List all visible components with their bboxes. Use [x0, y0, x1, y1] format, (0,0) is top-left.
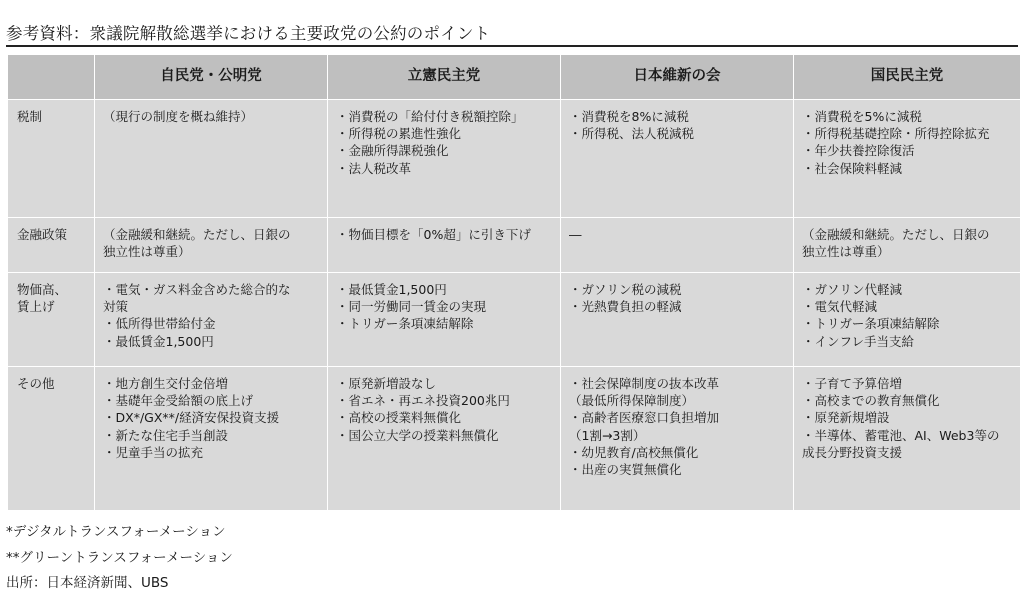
table-cell: [560, 366, 793, 510]
table-cell: [560, 272, 793, 366]
cell-line: ・幼児教育/高校無償化: [569, 444, 699, 460]
cell-line: ・基礎年金受給額の底上げ: [103, 393, 254, 409]
table-cell: [94, 366, 327, 510]
footnote-line: **グリーントランスフォーメーション: [6, 549, 233, 566]
cell-line: （金融緩和継続。ただし、日銀の: [802, 227, 990, 242]
cell-line: ・年少扶養控除復活: [802, 143, 915, 159]
cell-line: ・低所得世帯給付金: [103, 316, 216, 332]
cell-line: ・社会保障制度の抜本改革: [569, 376, 720, 391]
cell-line: ・金融所得課税強化: [336, 143, 449, 159]
cell-line: ・トリガー条項凍結解除: [802, 316, 940, 332]
footnotes: [6, 520, 233, 597]
cell-line: ・高校の授業料無償化: [336, 410, 462, 426]
table-cell: [793, 99, 1020, 217]
cell-line: ・地方創生交付金倍増: [103, 376, 229, 391]
cell-line: ・同一労働同一賃金の実現: [336, 299, 487, 315]
page-title: 参考資料：衆議院解散総選挙における主要政党の公約のポイント: [6, 24, 491, 43]
row-header: [8, 99, 94, 217]
row-header-line: 物価高、: [17, 282, 68, 297]
footnote-line: 出所：日本経済新聞、UBS: [6, 575, 169, 591]
row-header: [8, 217, 94, 272]
cell-line: 独立性は尊重）: [802, 244, 890, 260]
cell-line: ・半導体、蓄電池、AI、Web3等の: [802, 427, 1000, 443]
cell-line: （最低所得保障制度）: [569, 393, 695, 409]
row-header-line: 賃上げ: [17, 299, 55, 315]
table-cell: [94, 99, 327, 217]
cell-line: ・光熱費負担の軽減: [569, 299, 682, 315]
cell-line: （1割→3割）: [569, 427, 646, 443]
cell-line: ・社会保険料軽減: [802, 160, 903, 176]
table-cell: [327, 366, 560, 510]
row-header-line: その他: [17, 376, 55, 391]
cell-line: ・インフレ手当支給: [802, 333, 915, 349]
cell-line: ・消費税を5%に減税: [802, 109, 922, 124]
cell-line: ・出産の実質無償化: [569, 462, 682, 478]
cell-line: ・児童手当の拡充: [103, 444, 204, 460]
column-header: 立憲民主党: [327, 55, 560, 99]
cell-line: ・最低賃金1,500円: [103, 333, 214, 349]
table-cell: [94, 217, 327, 272]
table-cell: [793, 366, 1020, 510]
cell-line: ・子育て予算倍増: [802, 376, 903, 391]
cell-line: ・原発新規増設: [802, 410, 890, 426]
cell-line: ・高校までの教育無償化: [802, 393, 940, 409]
cell-line: 成長分野投資支援: [802, 444, 903, 460]
cell-line: ・所得税、法人税減税: [569, 126, 695, 142]
cell-line: ・新たな住宅手当創設: [103, 427, 229, 443]
table-cell: [560, 217, 793, 272]
cell-line: （金融緩和継続。ただし、日銀の: [103, 227, 291, 242]
cell-line: （現行の制度を概ね維持）: [103, 109, 254, 124]
cell-line: ・法人税改革: [336, 160, 412, 176]
cell-line: ・ガソリン税の減税: [569, 282, 682, 297]
cell-line: ・所得税の累進性強化: [336, 126, 462, 142]
policy-comparison-table: [8, 55, 1020, 510]
cell-line: 独立性は尊重）: [103, 244, 191, 260]
cell-line: ・電気代軽減: [802, 299, 878, 315]
cell-line: ・省エネ・再エネ投資200兆円: [336, 393, 510, 409]
cell-line: ・消費税の「給付付き税額控除」: [336, 109, 524, 124]
cell-line: ・電気・ガス料金含めた総合的な: [103, 282, 291, 297]
title-rule: [6, 45, 1018, 47]
row-header-line: 税制: [17, 109, 43, 124]
table-cell: [793, 217, 1020, 272]
table-cell: [327, 99, 560, 217]
cell-line: ・所得税基礎控除・所得控除拡充: [802, 126, 990, 142]
column-header: 自民党・公明党: [94, 55, 327, 99]
table-cell: [327, 217, 560, 272]
table-cell: [560, 99, 793, 217]
row-header: [8, 366, 94, 510]
table-cell: [793, 272, 1020, 366]
cell-line: ・消費税を8%に減税: [569, 109, 689, 124]
cell-line: 対策: [103, 299, 129, 315]
cell-line: ・ガソリン代軽減: [802, 282, 903, 297]
cell-line: ・原発新増設なし: [336, 376, 437, 391]
table-corner-cell: [8, 55, 94, 99]
row-header: [8, 272, 94, 366]
table-cell: [327, 272, 560, 366]
cell-line: ・国公立大学の授業料無償化: [336, 427, 499, 443]
column-header: 日本維新の会: [560, 55, 793, 99]
cell-line: ・トリガー条項凍結解除: [336, 316, 474, 332]
cell-line: ―: [569, 227, 582, 242]
cell-line: ・物価目標を「0%超」に引き下げ: [336, 227, 531, 242]
cell-line: ・DX*/GX**/経済安保投資支援: [103, 410, 280, 426]
column-header: 国民民主党: [793, 55, 1020, 99]
row-header-line: 金融政策: [17, 227, 68, 242]
cell-line: ・最低賃金1,500円: [336, 282, 447, 297]
table-cell: [94, 272, 327, 366]
footnote-line: *デジタルトランスフォーメーション: [6, 524, 226, 540]
cell-line: ・高齢者医療窓口負担増加: [569, 410, 720, 426]
